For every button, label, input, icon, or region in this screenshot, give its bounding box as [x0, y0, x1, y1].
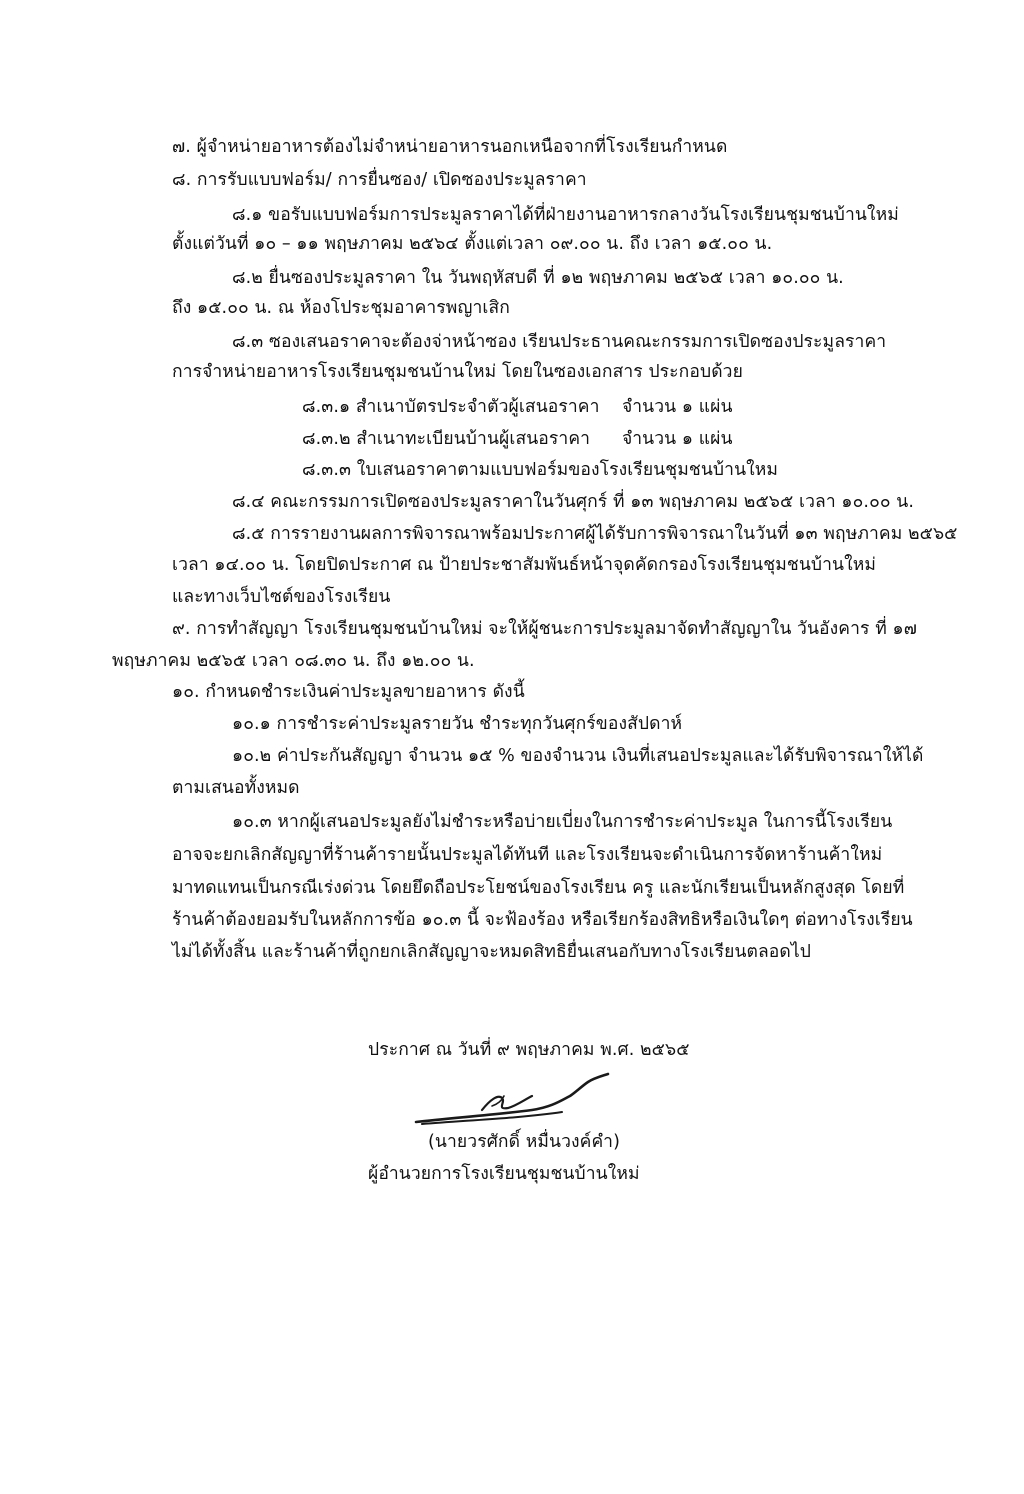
item-8-2-line-1: ๘.๒ ยื่นซองประมูลราคา ใน วันพฤหัสบดี ที่ ๑๒ พฤษภาคม ๒๕๖๕ เวลา ๑๐.๐๐ น.: [232, 268, 844, 288]
item-8-1-line-1: ๘.๑ ขอรับแบบฟอร์มการประมูลราคาได้ที่ฝ่ายงานอาหารกลางวันโรงเรียนชุมชนบ้านใหม่: [232, 205, 899, 225]
item-8-4: ๘.๔ คณะกรรมการเปิดซองประมูลราคาในวันศุกร์ ที่ ๑๓ พฤษภาคม ๒๕๖๕ เวลา ๑๐.๐๐ น.: [232, 492, 915, 512]
item-10-3-line-4: ร้านค้าต้องยอมรับในหลักการข้อ ๑๐.๓ นี้ จะฟ้องร้อง หรือเรียกร้องสิทธิหรือเงินใดๆ ต่อทางโรงเรียน: [172, 910, 913, 930]
announce-date: ประกาศ ณ วันที่ ๙ พฤษภาคม พ.ศ. ๒๕๖๕: [368, 1040, 690, 1060]
item-8-3-1-text: ๘.๓.๑ สำเนาบัตรประจำตัวผู้เสนอราคา: [302, 397, 600, 417]
item-8-2-line-2: ถึง ๑๕.๐๐ น. ณ ห้องโประชุมอาคารพญาเสิก: [172, 298, 510, 318]
item-8-3-1-qty: จำนวน ๑ แผ่น: [622, 397, 733, 417]
item-8-3-3: ๘.๓.๓ ใบเสนอราคาตามแบบฟอร์มของโรงเรียนชุมชนบ้านใหม: [302, 460, 779, 480]
item-8-1-line-2: ตั้งแต่วันที่ ๑๐ – ๑๑ พฤษภาคม ๒๕๖๔ ตั้งแต่เวลา ๐๙.๐๐ น. ถึง เวลา ๑๕.๐๐ น.: [172, 234, 773, 254]
signature-image: [412, 1070, 612, 1132]
item-10-2-line-2: ตามเสนอทั้งหมด: [172, 778, 300, 798]
item-8-5-line-3: และทางเว็บไซต์ของโรงเรียน: [172, 587, 391, 607]
item-9-line-2: พฤษภาคม ๒๕๖๕ เวลา ๐๘.๓๐ น. ถึง ๑๒.๐๐ น.: [112, 651, 475, 671]
item-8-3-line-1: ๘.๓ ซองเสนอราคาจะต้องจ่าหน้าซอง เรียนประธานคณะกรรมการเปิดซองประมูลราคา: [232, 332, 887, 352]
item-10-1: ๑๐.๑ การชำระค่าประมูลรายวัน ชำระทุกวันศุกร์ของสัปดาห์: [232, 714, 683, 734]
item-8-3-2-qty: จำนวน ๑ แผ่น: [622, 429, 733, 449]
item-8-3-2-text: ๘.๓.๒ สำเนาทะเบียนบ้านผู้เสนอราคา: [302, 429, 591, 449]
item-9-line-1: ๙. การทำสัญญา โรงเรียนชุมชนบ้านใหม่ จะให้ผู้ชนะการประมูลมาจัดทำสัญญาใน วันอังคาร ที่ ๑๗: [172, 619, 917, 639]
signer-title: ผู้อำนวยการโรงเรียนชุมชนบ้านใหม่: [368, 1164, 640, 1184]
item-8-5-line-1: ๘.๕ การรายงานผลการพิจารณาพร้อมประกาศผู้ได้รับการพิจารณาในวันที่ ๑๓ พฤษภาคม ๒๕๖๕: [232, 524, 958, 544]
item-10-heading: ๑๐. กำหนดชำระเงินค่าประมูลขายอาหาร ดังนี้: [172, 682, 525, 702]
item-8-heading: ๘. การรับแบบฟอร์ม/ การยื่นซอง/ เปิดซองประมูลราคา: [172, 170, 587, 190]
item-10-3-line-1: ๑๐.๓ หากผู้เสนอประมูลยังไม่ชำระหรือบ่ายเบี่ยงในการชำระค่าประมูล ในการนี้โรงเรียน: [232, 812, 893, 832]
item-10-3-line-2: อาจจะยกเลิกสัญญาที่ร้านค้ารายนั้นประมูลได้ทันที และโรงเรียนจะดำเนินการจัดหาร้านค้าใหม่: [172, 845, 883, 865]
item-8-3-line-2: การจำหน่ายอาหารโรงเรียนชุมชนบ้านใหม่ โดยในซองเอกสาร ประกอบด้วย: [172, 362, 743, 382]
item-10-2-line-1: ๑๐.๒ ค่าประกันสัญญา จำนวน ๑๕ % ของจำนวน เงินที่เสนอประมูลและได้รับพิจารณาให้ได้: [232, 746, 924, 766]
signer-name: (นายวรศักดิ์ หมื่นวงค์คำ): [428, 1132, 621, 1152]
item-8-5-line-2: เวลา ๑๔.๐๐ น. โดยปิดประกาศ ณ ป้ายประชาสัมพันธ์หน้าจุดคัดกรองโรงเรียนชุมชนบ้านใหม่: [172, 555, 877, 575]
item-7: ๗. ผู้จำหน่ายอาหารต้องไม่จำหน่ายอาหารนอกเหนือจากที่โรงเรียนกำหนด: [172, 137, 728, 157]
item-10-3-line-5: ไม่ได้ทั้งสิ้น และร้านค้าที่ถูกยกเลิกสัญญาจะหมดสิทธิยื่นเสนอกับทางโรงเรียนตลอดไป: [172, 942, 811, 962]
item-10-3-line-3: มาทดแทนเป็นกรณีเร่งด่วน โดยยึดถือประโยชน์ของโรงเรียน ครู และนักเรียนเป็นหลักสูงสุด โดยที่: [172, 878, 905, 898]
